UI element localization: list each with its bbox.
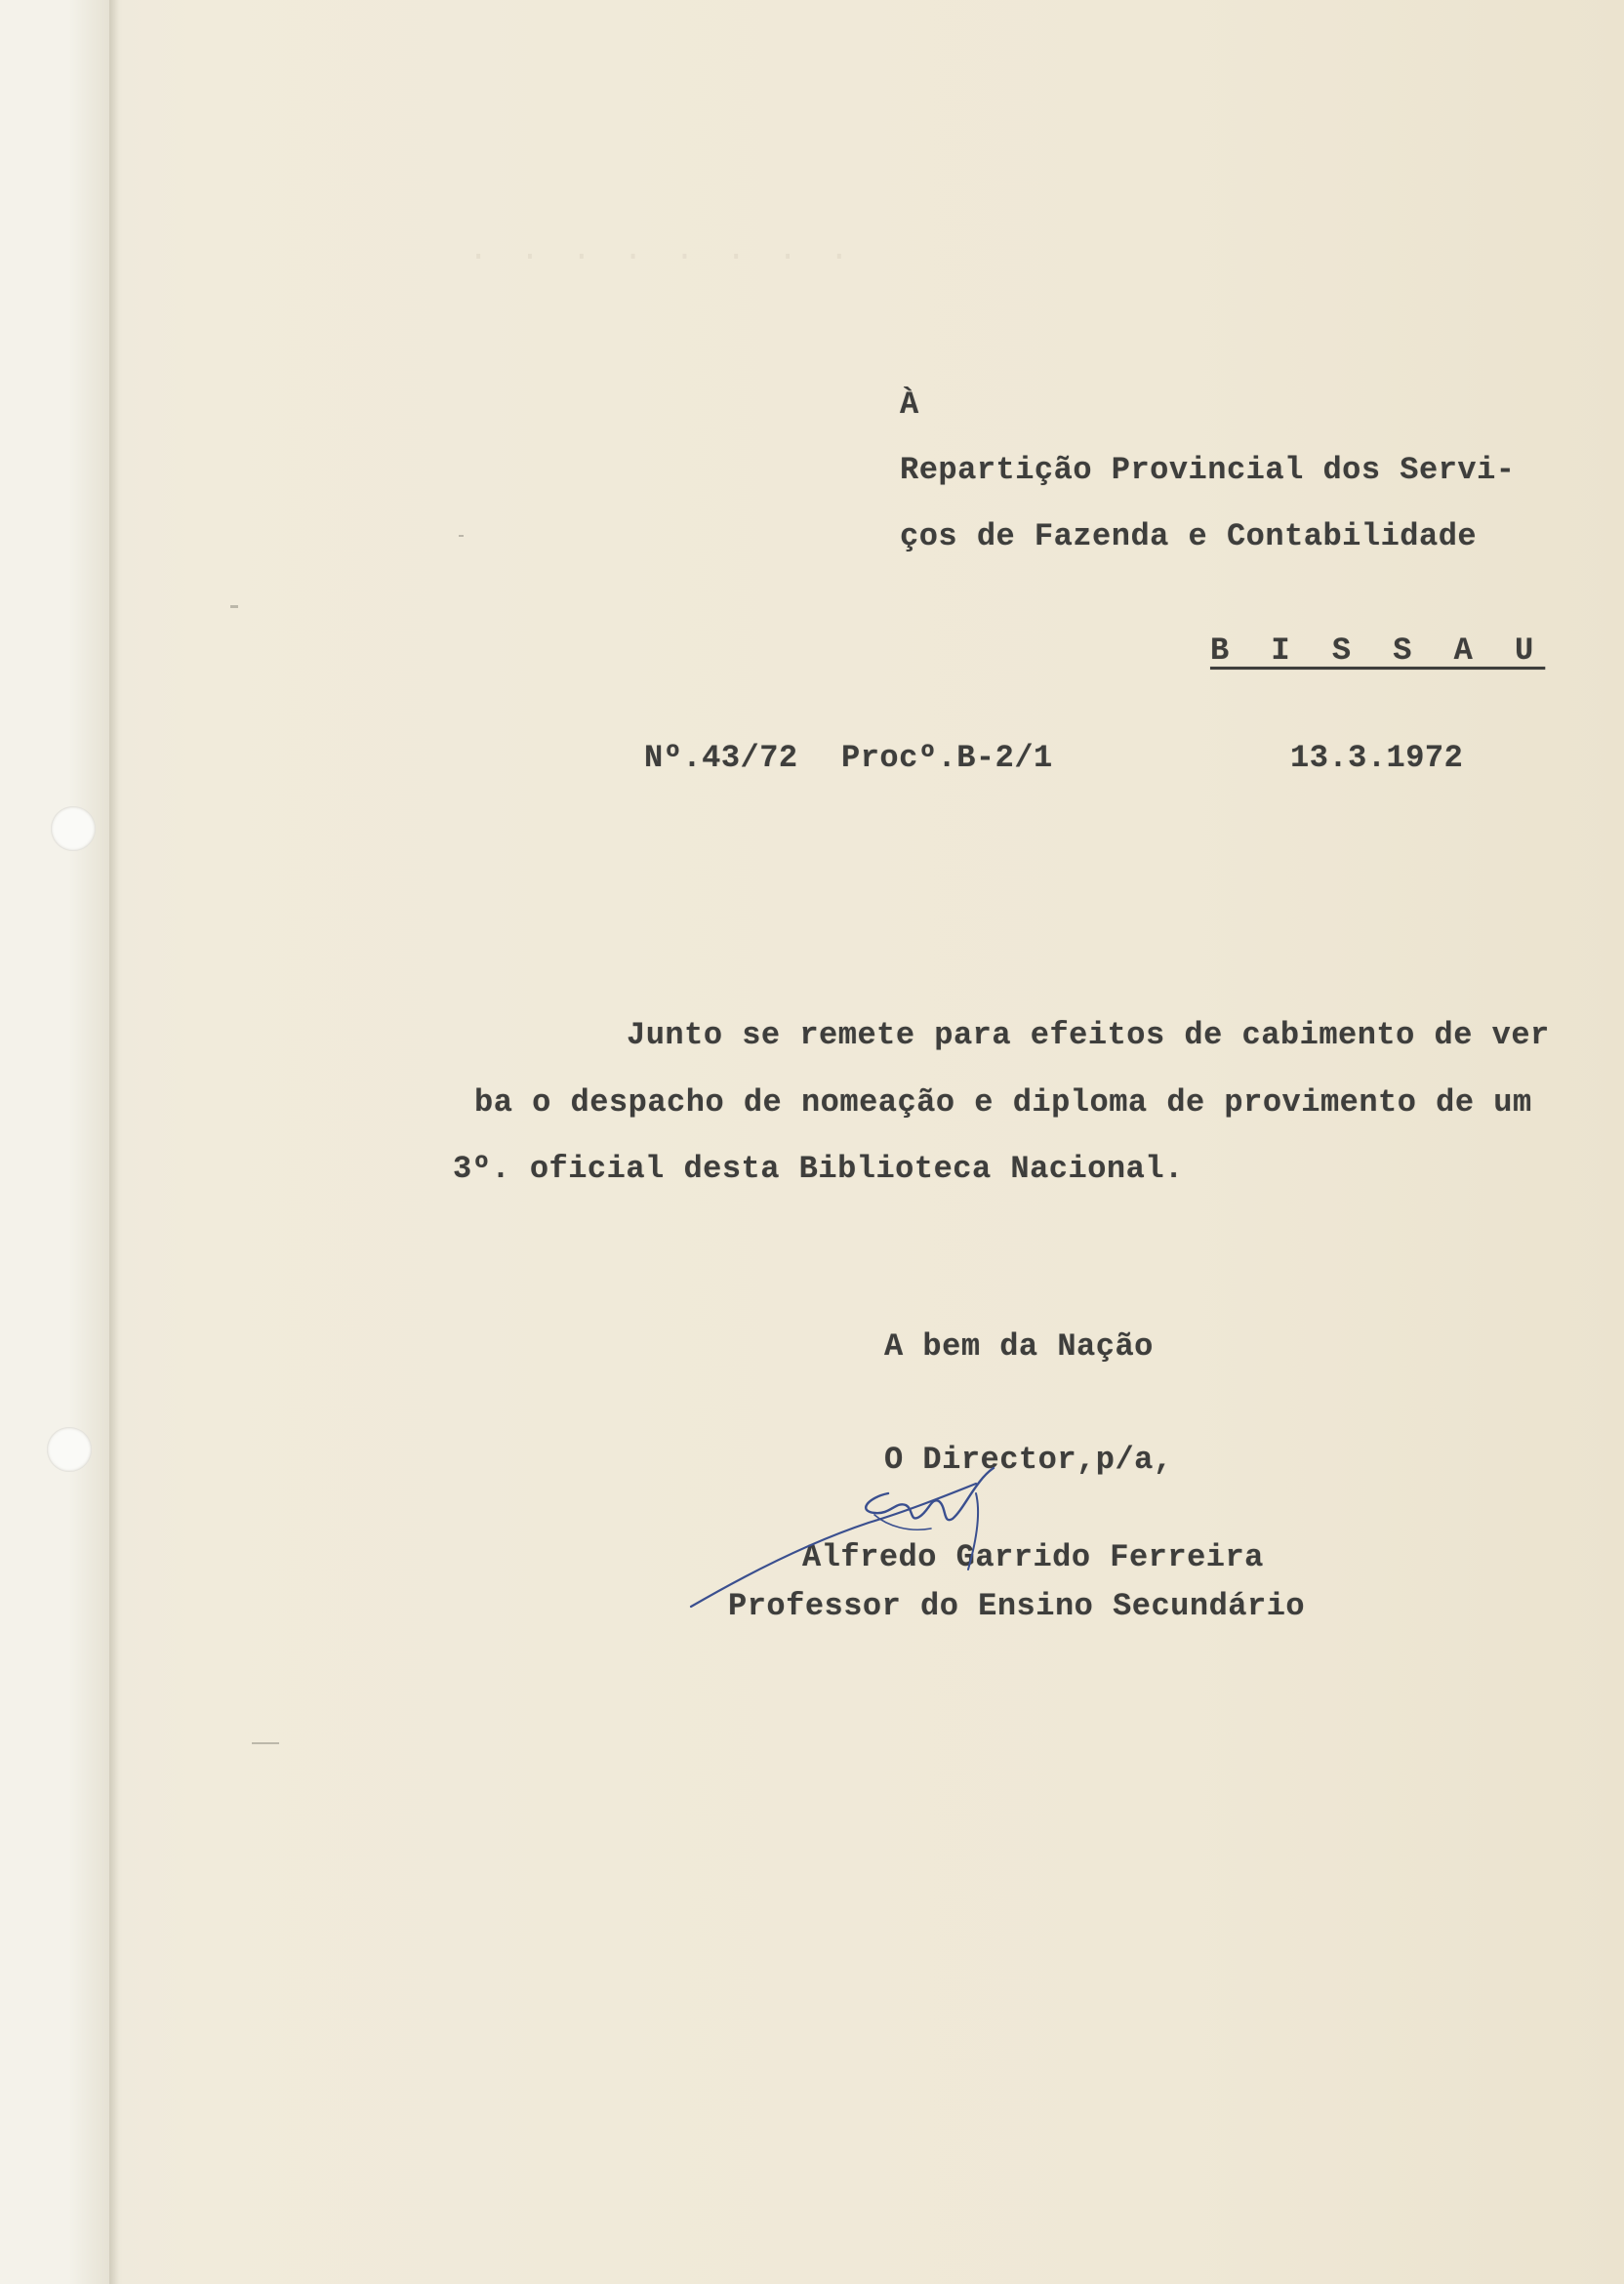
letter-date: 13.3.1972 xyxy=(1290,740,1464,776)
paper-mark xyxy=(252,1742,279,1744)
signatory-role: O Director,p/a, xyxy=(884,1442,1173,1478)
reference-number: Nº.43/72 xyxy=(644,740,798,776)
paper-mark xyxy=(230,605,238,608)
recipient-line-1: Repartição Provincial dos Servi- xyxy=(900,452,1516,488)
recipient-city: B I S S A U xyxy=(1210,632,1546,669)
recipient-line-2: ços de Fazenda e Contabilidade xyxy=(900,518,1478,554)
page-fold-shadow xyxy=(109,0,119,2284)
punch-hole-bottom xyxy=(47,1427,92,1472)
body-line-2: ba o despacho de nomeação e diploma de provimento de um xyxy=(474,1084,1532,1121)
bleed-through-text: · · · · · · · · xyxy=(468,239,856,276)
signatory-name: Alfredo Garrido Ferreira xyxy=(802,1539,1264,1575)
body-line-1: Junto se remete para efeitos de cabimento de ver xyxy=(627,1017,1550,1053)
body-line-3: 3º. oficial desta Biblioteca Nacional. xyxy=(453,1151,1184,1187)
closing-formula: A bem da Nação xyxy=(884,1328,1154,1365)
process-number: Procº.B-2/1 xyxy=(841,740,1053,776)
signatory-title: Professor do Ensino Secundário xyxy=(728,1588,1306,1624)
handwritten-signature xyxy=(683,1454,1093,1620)
paper-mark xyxy=(459,535,464,537)
punch-hole-top xyxy=(51,806,96,851)
salutation: À xyxy=(900,387,919,423)
